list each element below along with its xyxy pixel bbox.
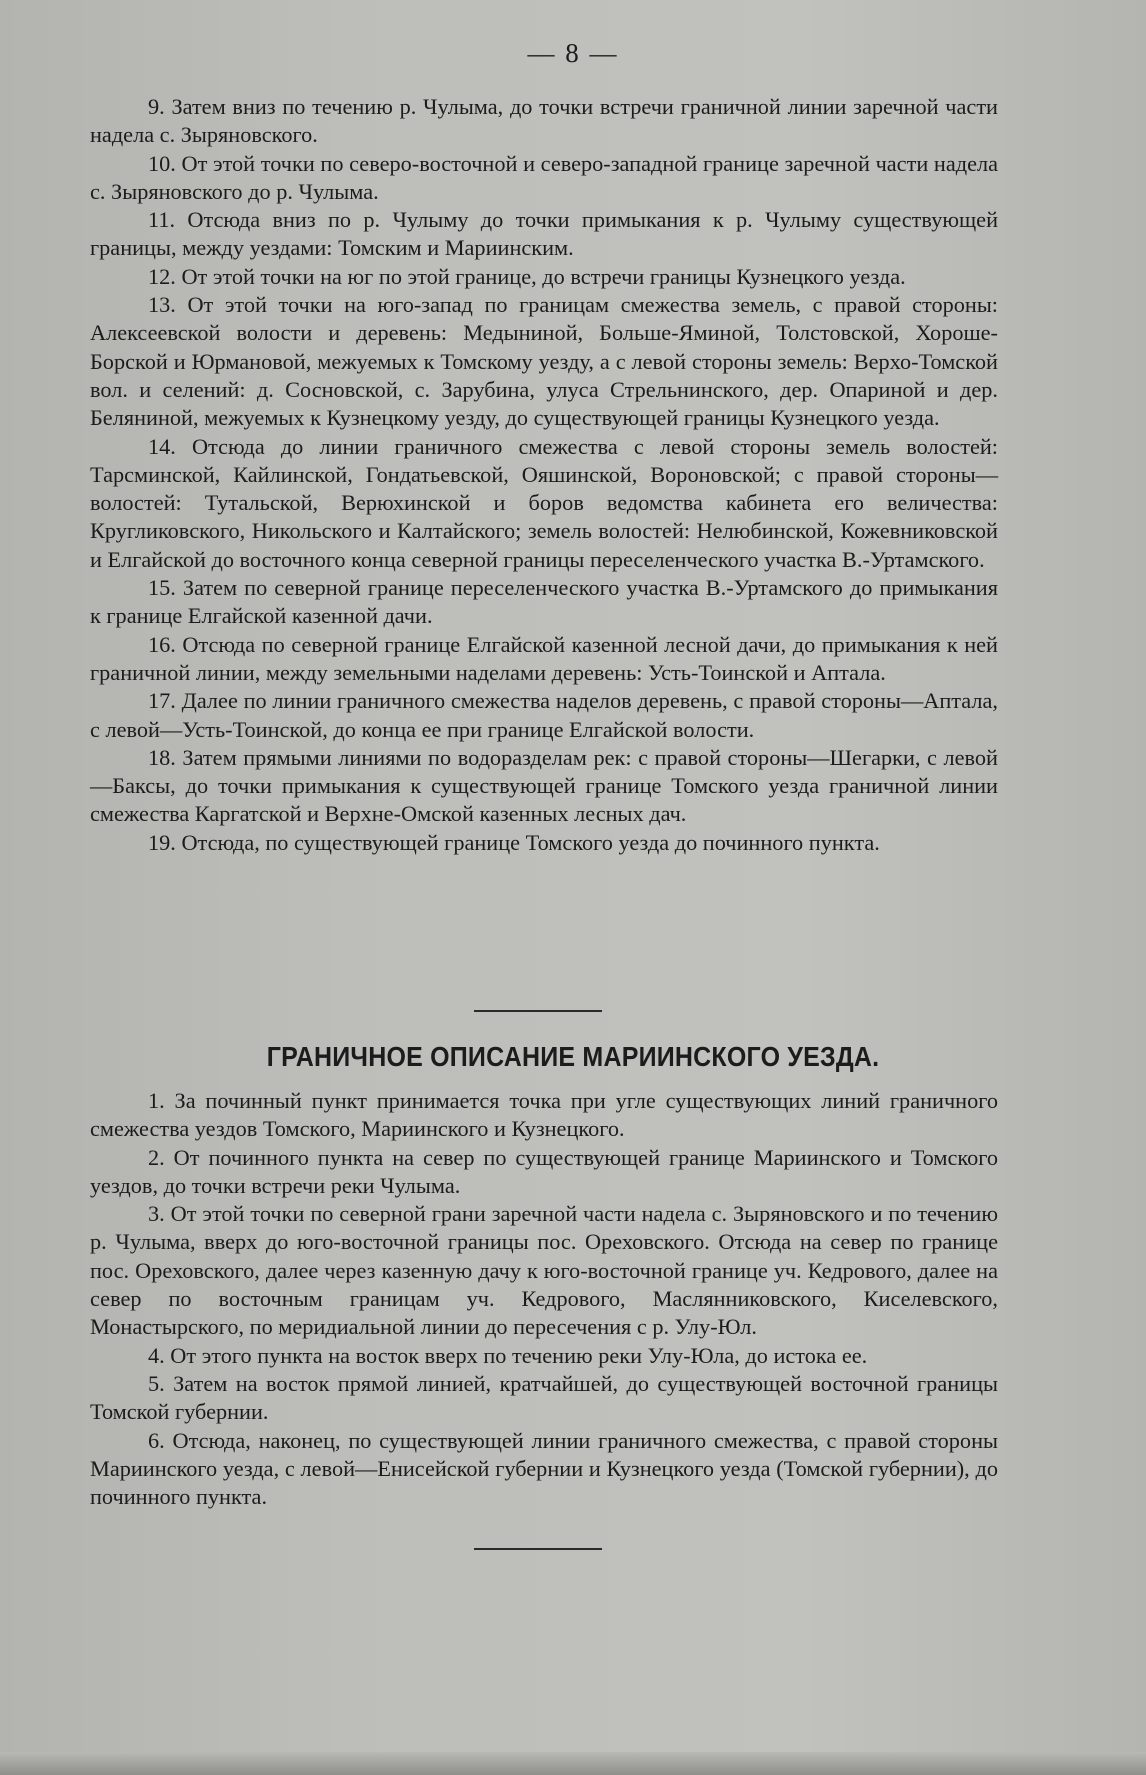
paragraph-10: 10. От этой точки по северо-восточной и северо-западной границе заречной части надела с. Зыряновского до р. Чулыма. xyxy=(90,150,998,204)
page-number: — 8 — xyxy=(527,38,619,68)
section-divider xyxy=(474,1010,602,1012)
end-divider xyxy=(474,1548,602,1550)
paragraph-16: 16. Отсюда по северной границе Елгайской казенной лесной дачи, до примыкания к ней граничной линии, между земельными наделами деревень: Усть-Тоинской и Аптала. xyxy=(90,631,998,685)
paragraph-11: 11. Отсюда вниз по р. Чулыму до точки примыкания к р. Чулыму существующей границы, между уездами: Томским и Мариинским. xyxy=(90,207,998,261)
paragraph-m5: 5. Затем на восток прямой линией, кратчайшей, до существующей восточной границы Томской губернии. xyxy=(90,1370,998,1425)
paragraph-m2: 2. От починного пункта на север по существующей границе Мариинского и Томского уездов, до точки встречи реки Чулыма. xyxy=(90,1144,998,1198)
paragraph-13: 13. От этой точки на юго-запад по границам смежества земель, с правой стороны: Алексеевской волости и деревень: Медыниной, Больше-Яминой, Толстовской, Хороше-Борской и Юрмановой, межуемых к Томскому уезду, а с левой стороны земель: Верхо-Томской вол. и селений: д. Сосновской, с. Зарубина, улуса Стрельнинского, дер. Опариной и дер. Беляниной, межуемых к Кузнецкому уезду, до существующей границы Кузнецкого уезда. xyxy=(90,292,998,431)
paragraph-17: 17. Далее по линии граничного смежества наделов деревень, с правой стороны—Аптала, с левой—Усть-Тоинской, до конца ее при границе Елгайской волости. xyxy=(90,688,998,742)
section-1-text xyxy=(90,93,998,857)
section-2-text xyxy=(90,1087,998,1511)
paragraph-14: 14. Отсюда до линии граничного смежества с левой стороны земель волостей: Тарсминской, Кайлинской, Гондатьевской, Ояшинской, Вороновской; с правой стороны—волостей: Тутальской, Верюхинской и боров ведомства кабинета его величества: Кругликовского, Никольского и Калтайского; земель волостей: Нелюбинской, Кожевниковской и Елгайской до восточного конца северной границы переселенческого участка В.-Уртамского. xyxy=(90,433,998,572)
paragraph-m6: 6. Отсюда, наконец, по существующей линии граничного смежества, с правой стороны Мариинского уезда, с левой—Енисейской губернии и Кузнецкого уезда (Томской губернии), до починного пункта. xyxy=(90,1427,998,1510)
paragraph-15: 15. Затем по северной границе переселенческого участка В.-Уртамского до примыкания к границе Елгайской казенной дачи. xyxy=(90,575,998,629)
paragraph-9: 9. Затем вниз по течению р. Чулыма, до точки встречи граничной линии заречной части надела с. Зыряновского. xyxy=(90,94,998,148)
paragraph-18: 18. Затем прямыми линиями по водоразделам рек: с правой стороны—Шегарки, с левой—Баксы, до точки примыкания к существующей границе Томского уезда граничной линии смежества Каргатской и Верхне-Омской казенных лесных дач. xyxy=(90,744,998,827)
section-heading: ГРАНИЧНОЕ ОПИСАНИЕ МАРИИНСКОГО УЕЗДА. xyxy=(266,1041,880,1073)
paragraph-12: 12. От этой точки на юг по этой границе, до встречи границы Кузнецкого уезда. xyxy=(148,263,906,289)
paragraph-m4: 4. От этого пункта на восток вверх по течению реки Улу-Юла, до истока ее. xyxy=(148,1342,868,1368)
page-edge-strip xyxy=(0,1752,1146,1775)
paragraph-m3: 3. От этой точки по северной грани заречной части надела с. Зыряновского и по течению р. Чулыма, вверх до юго-восточной границы пос. Ореховского. Отсюда на север по границе пос. Ореховского, далее через казенную дачу к юго-восточной границе уч. Кедрового, далее на север по восточным границам уч. Кедрового, Маслянниковского, Киселевского, Монастырского, по меридиальной линии до пересечения с р. Улу-Юл. xyxy=(90,1201,998,1340)
paragraph-m1: 1. За починный пункт принимается точка при угле существующих линий граничного смежества уездов Томского, Мариинского и Кузнецкого. xyxy=(90,1088,998,1142)
paragraph-19: 19. Отсюда, по существующей границе Томского уезда до починного пункта. xyxy=(148,829,880,855)
